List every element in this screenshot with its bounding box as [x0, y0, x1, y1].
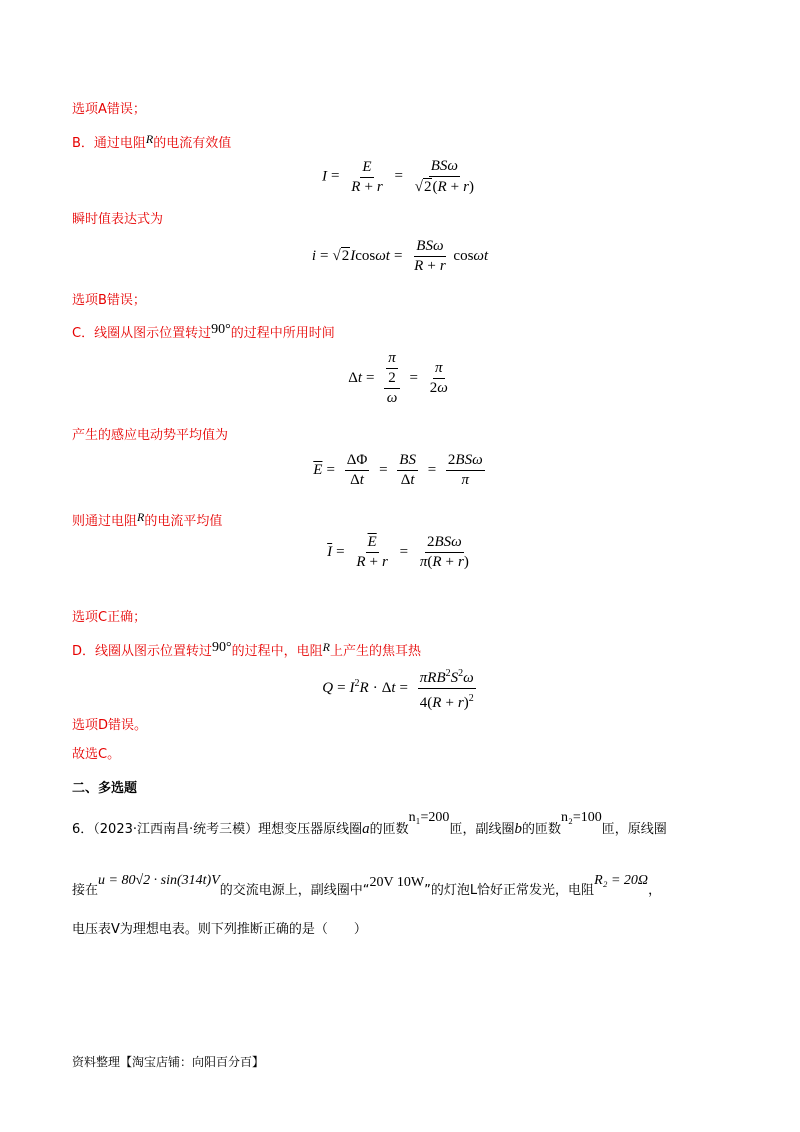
equation-instantaneous: i = √2Icosωt = $\frac{\text{BSω}}{R + r}$ cosωt: [311, 238, 489, 274]
average-emf-label: 产生的感应电动势平均值为: [72, 428, 229, 443]
answer-conclusion: 故选C。: [72, 747, 121, 762]
section-heading: 二、多选题: [72, 781, 138, 796]
question-line-3: 电压表V为理想电表。则下列推断正确的是（ ）: [72, 922, 367, 937]
option-d-intro: D．线圈从图示位置转过90°的过程中，电阻R上产生的焦耳热: [72, 640, 421, 659]
page-footer: 资料整理【淘宝店铺：向阳百分百】: [72, 1055, 265, 1069]
equation-time-interval: Δt = $\frac{\frac{\pi}{2}}{\omega}$ = $\frac{\pi}{2\omega}$: [348, 350, 448, 406]
option-b-intro: B．通过电阻R的电流有效值: [72, 132, 232, 151]
instantaneous-expression-label: 瞬时值表达式为: [72, 212, 164, 227]
equation-effective-current: I = $\frac{E}{R + r}$ = $\frac{\text{BSω}}{√2(R + r)}$: [322, 158, 474, 195]
question-line-1: 6．（2023·江西南昌·统考三模）理想变压器原线圈a的匝数n₁=200匝，副线圈b的匝数n₂=100匝，原线圈: [72, 810, 667, 837]
option-b-wrong: 选项B错误；: [72, 293, 146, 308]
equation-joule-heat: $Q = I^2R \cdot \Delta t$ = $\frac{\pi RB^2S^2\omega}{4(R + r)^2}$: [0, 665, 800, 712]
average-current-label: 则通过电阻R的电流平均值: [72, 510, 223, 529]
equation-average-emf: $\overline{E}$ = $\frac{\Delta\Phi}{\Delta t}$ = $\frac{BS}{\Delta t}$ = $\frac{\text{2BSω}}{\pi}$: [313, 452, 483, 488]
option-a-wrong: 选项A错误；: [72, 102, 146, 117]
option-d-wrong: 选项D错误。: [72, 718, 148, 733]
question-line-2: 接在u = 80√2 · sin(314t)V的交流电源上，副线圈中“20V 10W”的灯泡L恰好正常发光，电阻R₂ = 20Ω，: [72, 873, 662, 898]
option-c-correct: 选项C正确；: [72, 610, 147, 625]
equation-average-current: $\overline{I}$ = $\frac{\overline{E}}{R + r}$ = $\frac{\text{2BSω}}{\pi(R + r)}$: [327, 534, 469, 570]
option-c-intro: C．线圈从图示位置转过90°的过程中所用时间: [72, 322, 335, 341]
